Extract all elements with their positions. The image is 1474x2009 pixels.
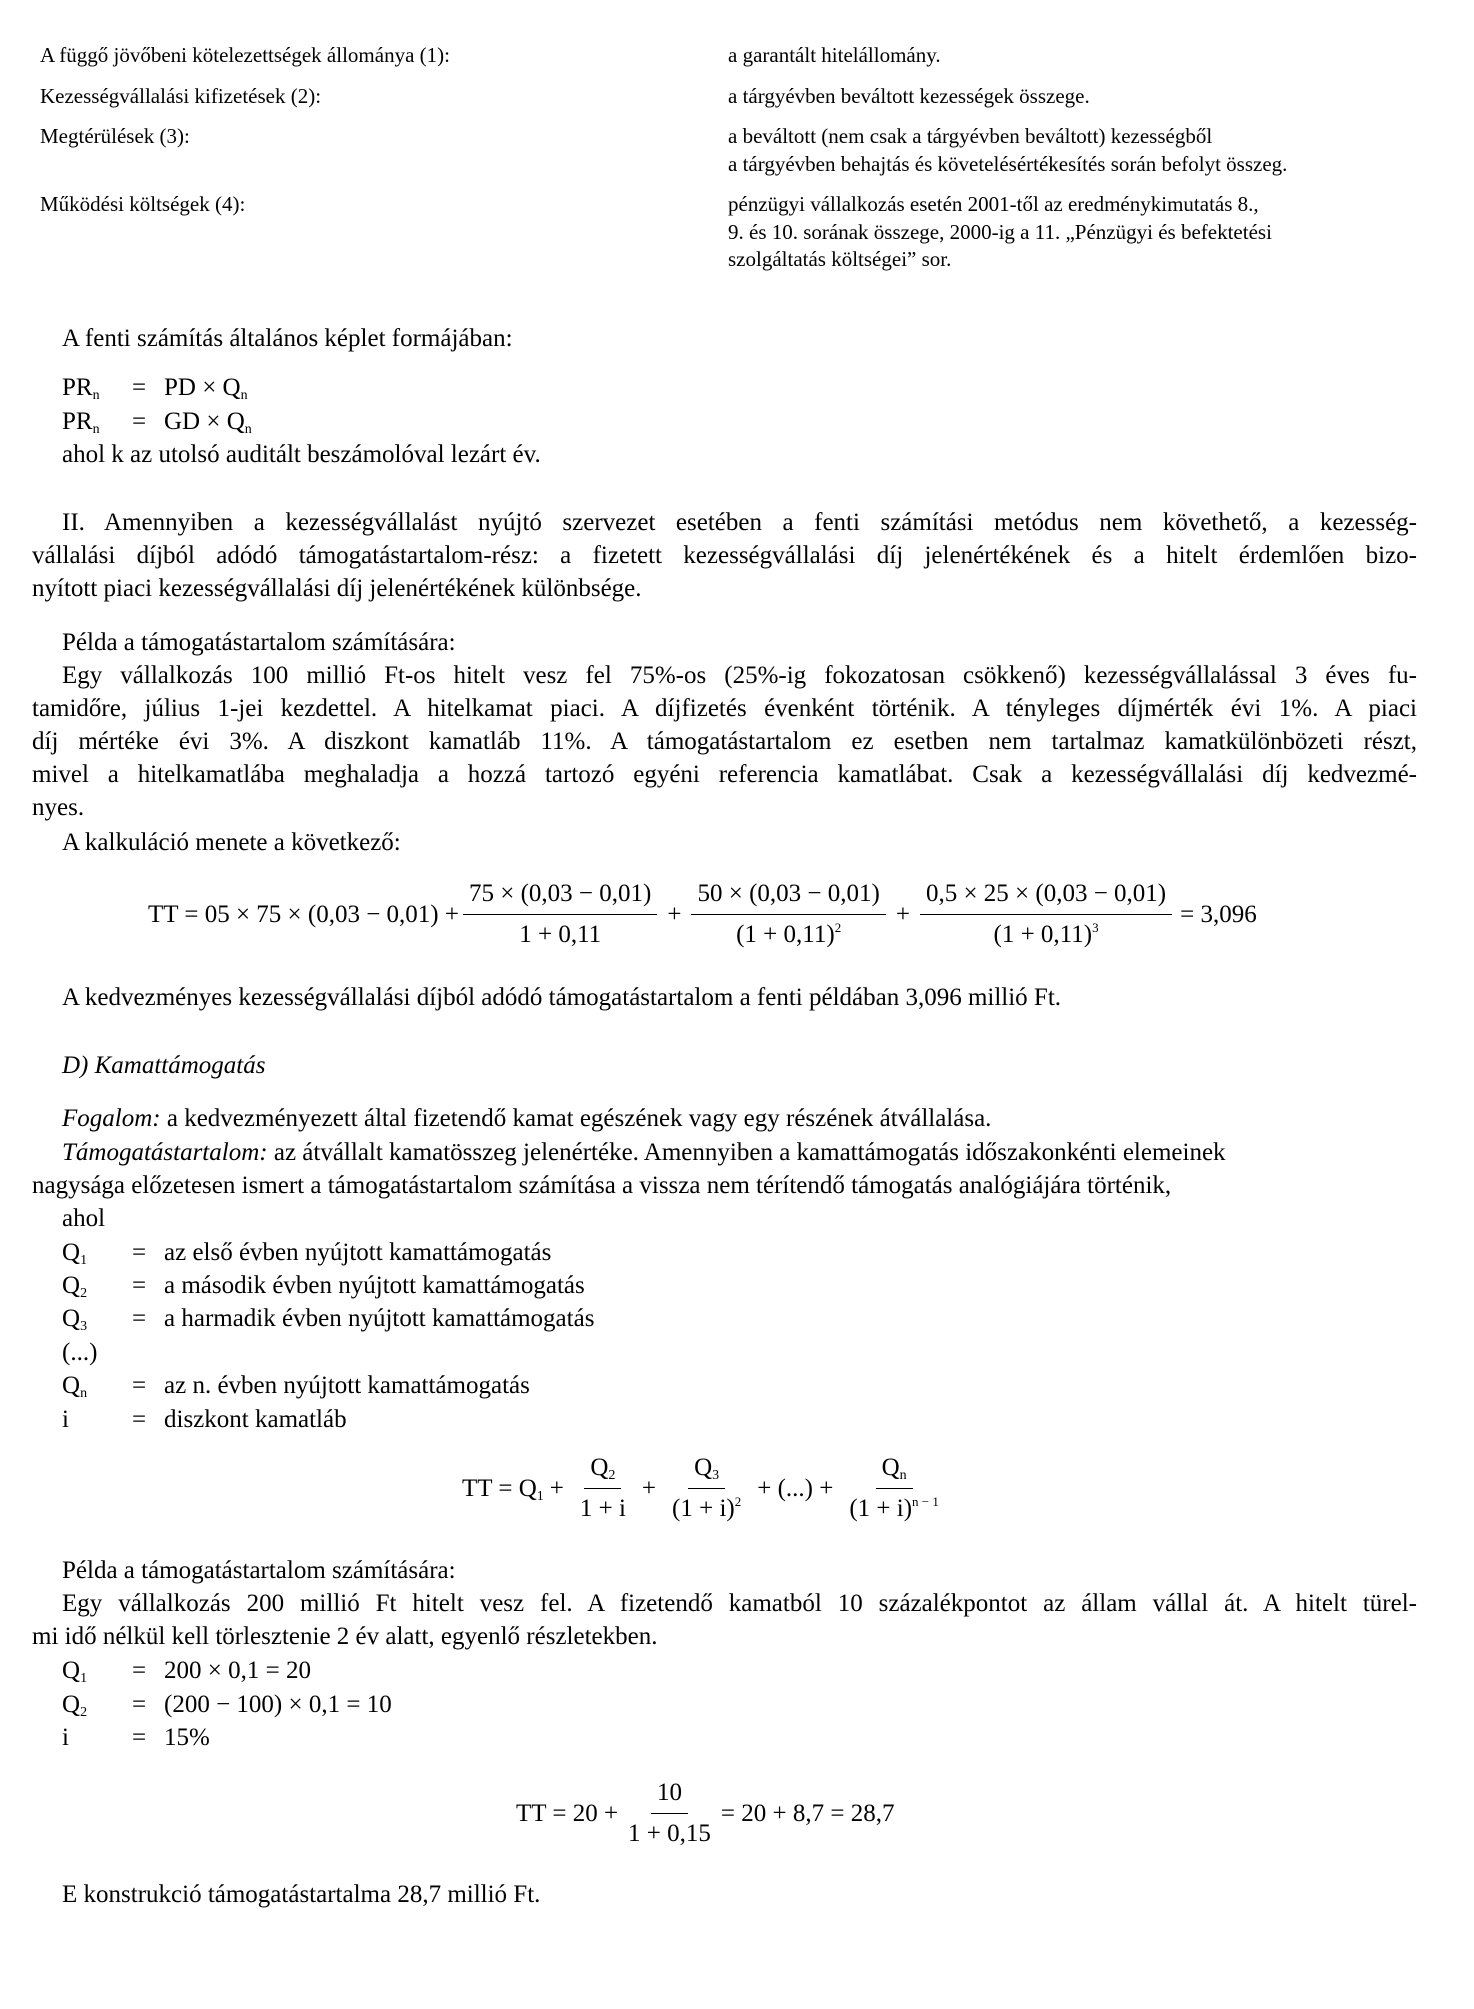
example-1-title: Példa a támogatástartalom számítására:: [62, 629, 456, 656]
symbol: i: [62, 1406, 69, 1433]
paragraph-line: Egy vállalkozás 200 millió Ft hitelt vesz fel. A fizetendő kamatból 10 százalékpontot az állam vállal át. A hitelt türel-: [62, 1590, 1417, 1617]
definition-term: Megtérülések (3):: [40, 124, 190, 148]
fraction: [574, 1452, 632, 1525]
symbol-letter: Q: [62, 1272, 81, 1299]
definition-row: [40, 123, 1440, 178]
formula-rhs: GD × Q: [164, 408, 245, 435]
definition-line: pénzügyi vállalkozás esetén 2001-től az eredménykimutatás 8.,: [728, 192, 1259, 216]
symbol-letter: Q: [62, 1239, 81, 1266]
definition-description: [728, 123, 1388, 178]
definition-line: a tárgyévben behajtás és követelésértékesítés során befolyt összeg.: [728, 151, 1288, 176]
fraction: [622, 1777, 717, 1850]
formula-rhs-gd: [164, 405, 252, 438]
definition-row: [40, 191, 1440, 274]
symbol-equals: =: [132, 1305, 147, 1332]
formula-result: = 20 + 8,7 = 28,7: [720, 1799, 895, 1827]
symbol-equals: =: [132, 1272, 147, 1299]
definition-description: [728, 83, 1388, 111]
fraction: [843, 1452, 945, 1525]
symbol-subscript: n: [80, 1386, 88, 1401]
formula-subscript: n: [92, 422, 100, 437]
formula-lhs: TT = 20 +: [516, 1799, 619, 1827]
paragraph-line: vállalási díjból adódó támogatástartalom-rész: a fizetett kezességvállalási díj jelenértékének és a hitelt érdemlően bizo-: [32, 542, 1417, 569]
formula-equals: =: [132, 374, 147, 401]
formula-lhs: PR: [62, 374, 93, 401]
value-expression: 15%: [164, 1724, 210, 1751]
exponent: 2: [734, 1494, 742, 1509]
symbol: [62, 1269, 87, 1302]
value-symbol: [62, 1688, 87, 1721]
interest-subsidy-formula: [462, 1452, 949, 1525]
symbol-definition: diszkont kamatláb: [164, 1406, 347, 1433]
symbol-subscript: 2: [80, 1286, 88, 1301]
symbol: [62, 1369, 87, 1402]
denominator-base: (1 + i): [672, 1495, 735, 1522]
tamogatastartalom-label: Támogatástartalom:: [62, 1139, 268, 1166]
symbol-letter: Q: [62, 1305, 81, 1332]
numerator-subscript: 2: [608, 1468, 616, 1483]
example-1-conclusion: A kedvezményes kezességvállalási díjból adódó támogatástartalom a fenti példában 3,096 millió Ft.: [62, 984, 1062, 1011]
example-2-title: Példa a támogatástartalom számítására:: [62, 1557, 456, 1584]
section-d-heading: D) Kamattámogatás: [62, 1052, 266, 1079]
value-symbol: [62, 1654, 87, 1687]
ahol-label: ahol: [62, 1205, 106, 1232]
plus-operator: +: [641, 1474, 657, 1502]
fraction-numerator: [876, 1452, 913, 1489]
fraction-denominator: 1 + i: [579, 1495, 626, 1522]
paragraph-line: mi idő nélkül kell törlesztenie 2 év alatt, egyenlő részletekben.: [32, 1623, 658, 1650]
paragraph-line: Egy vállalkozás 100 millió Ft-os hitelt vesz fel 75%-os (25%-ig fokozatosan csökkenő) kezességvállalással 3 éves fu-: [62, 662, 1417, 689]
example-2-conclusion: E konstrukció támogatástartalma 28,7 millió Ft.: [62, 1881, 541, 1908]
symbol-subscript: 1: [80, 1253, 88, 1268]
definition-description: [728, 191, 1388, 274]
example-1-paragraph: [32, 659, 1417, 824]
exponent: 3: [1092, 920, 1099, 935]
definition-term: Működési költségek (4):: [40, 192, 246, 216]
fraction: [920, 878, 1172, 951]
exponent: n − 1: [912, 1494, 939, 1509]
denominator-base: (1 + 0,11): [736, 921, 835, 948]
formula-subscript: 1: [536, 1488, 544, 1504]
example-2-formula: [516, 1777, 894, 1850]
fraction: [691, 878, 885, 951]
denominator-base: (1 + i): [849, 1495, 913, 1522]
paragraph-line: II. Amennyiben a kezességvállalást nyújtó szervezet esetében a fenti számítási metódus nem követhető, a kezesség-: [62, 509, 1417, 536]
calculation-intro: A kalkuláció menete a következő:: [62, 829, 401, 856]
fogalom-label: Fogalom:: [62, 1105, 161, 1132]
definition-term: Kezességvállalási kifizetések (2):: [40, 83, 322, 108]
formula-line-gd: [62, 405, 100, 438]
value-equals: =: [132, 1657, 147, 1684]
guarantee-fee-formula: [148, 878, 1257, 951]
symbol-definition: a második évben nyújtott kamattámogatás: [164, 1272, 585, 1299]
tamogatastartalom-line-2: nagysága előzetesen ismert a támogatástartalom számítása a vissza nem térítendő támogatás analógiájára történik,: [32, 1172, 1172, 1199]
formula-lhs: TT = 05 × 75 × (0,03 − 0,01) +: [148, 900, 459, 928]
numerator-symbol: Q: [881, 1454, 900, 1481]
fraction-denominator: 1 + 0,15: [628, 1820, 711, 1847]
symbol-definition: a harmadik évben nyújtott kamattámogatás: [164, 1305, 595, 1332]
fraction-numerator: 75 × (0,03 − 0,01): [463, 878, 657, 915]
fraction-denominator: [988, 915, 1105, 951]
formula-subscript: n: [92, 388, 100, 403]
paragraph-line: nyított piaci kezességvállalási díj jelenértékének különbsége.: [32, 575, 642, 602]
symbol-letter: Q: [62, 1691, 81, 1718]
numerator-symbol: Q: [694, 1454, 713, 1481]
value-expression: (200 − 100) × 0,1 = 10: [164, 1691, 392, 1718]
fraction: [666, 1452, 747, 1525]
definition-row: [40, 83, 1440, 111]
fraction-denominator: 1 + 0,11: [519, 921, 602, 948]
plus-operator: +: [549, 1474, 564, 1502]
tamogatastartalom-text: az átvállalt kamatösszeg jelenértéke. Amennyiben a kamattámogatás időszakonkénti elemeinek: [267, 1139, 1226, 1166]
symbol: [62, 1302, 87, 1335]
symbol-definition: az első évben nyújtott kamattámogatás: [164, 1239, 552, 1266]
definition-term: A függő jövőbeni kötelezettségek állománya (1):: [40, 43, 450, 67]
plus-operator: +: [895, 900, 910, 928]
ellipsis-term: + (...) +: [757, 1474, 834, 1502]
definition-line: szolgáltatás költségei” sor.: [728, 247, 952, 271]
fraction-numerator: [688, 1452, 725, 1489]
symbol-subscript: 2: [80, 1705, 88, 1720]
value-expression: 200 × 0,1 = 20: [164, 1657, 311, 1684]
formula-lhs: PR: [62, 408, 93, 435]
plus-operator: +: [667, 900, 682, 928]
paragraph-line: díj mértéke évi 3%. A diszkont kamatláb 11%. A támogatástartalom ez esetben nem tartalmaz kamatkülönbözeti részt,: [32, 728, 1417, 755]
definition-line: a tárgyévben beváltott kezességek összege.: [728, 83, 1090, 108]
symbol-definition: az n. évben nyújtott kamattámogatás: [164, 1372, 530, 1399]
formula-subscript: n: [240, 388, 248, 403]
fraction-numerator: 0,5 × 25 × (0,03 − 0,01): [920, 878, 1172, 915]
numerator-symbol: Q: [590, 1454, 609, 1481]
formula-equals: =: [132, 408, 147, 435]
value-equals: =: [132, 1691, 147, 1718]
tamogatastartalom-line: [62, 1136, 1226, 1169]
formula-result: = 3,096: [1180, 900, 1257, 928]
value-symbol: i: [62, 1724, 69, 1751]
definition-line: a garantált hitelállomány.: [728, 43, 941, 67]
value-equals: =: [132, 1724, 147, 1751]
symbol-equals: =: [132, 1372, 147, 1399]
fogalom-text: a kedvezményezett által fizetendő kamat egészének vagy egy részének átvállalása.: [160, 1105, 992, 1132]
symbol: [62, 1236, 87, 1269]
symbol-ellipsis: (...): [62, 1339, 98, 1366]
formula-subscript: n: [244, 422, 252, 437]
denominator-base: (1 + 0,11): [993, 921, 1093, 948]
example-2-paragraph: [32, 1587, 1417, 1653]
formula-lhs: [462, 1473, 544, 1505]
fraction-denominator: [730, 915, 847, 951]
symbol-equals: =: [132, 1406, 147, 1433]
definition-description: [728, 42, 1388, 70]
symbol-equals: =: [132, 1239, 147, 1266]
formula-line-pd: [62, 371, 100, 404]
symbol-subscript: 3: [80, 1319, 88, 1334]
paragraph-line: mivel a hitelkamatlába meghaladja a hozzá tartozó egyéni referencia kamatlábat. Csak a kezességvállalási díj kedvezmé-: [32, 761, 1417, 788]
formula-rhs: PD × Q: [164, 374, 241, 401]
definition-line: a beváltott (nem csak a tárgyévben beváltott) kezességből: [728, 124, 1213, 148]
formula-rhs-pd: [164, 371, 248, 404]
fraction-numerator: 10: [651, 1777, 688, 1814]
definition-row: [40, 42, 1440, 70]
fraction-numerator: 50 × (0,03 − 0,01): [691, 878, 885, 915]
fraction-numerator: [584, 1452, 621, 1489]
fraction-denominator: [843, 1489, 945, 1525]
definitions-table: [40, 42, 1440, 287]
section-ii-paragraph: [32, 506, 1417, 605]
symbol-subscript: 1: [80, 1671, 88, 1686]
formula-lhs-text: TT = Q: [462, 1474, 537, 1502]
general-formula-intro: A fenti számítás általános képlet formájában:: [62, 325, 513, 352]
symbol-letter: Q: [62, 1657, 81, 1684]
fogalom-line: [62, 1102, 991, 1135]
general-formula-note: ahol k az utolsó auditált beszámolóval lezárt év.: [62, 441, 541, 468]
symbol-letter: Q: [62, 1372, 81, 1399]
fraction: [463, 878, 657, 951]
definition-line: 9. és 10. sorának összege, 2000-ig a 11. „Pénzügyi és befektetési: [728, 219, 1272, 244]
numerator-subscript: 3: [712, 1468, 720, 1483]
fraction-denominator: [666, 1489, 747, 1525]
exponent: 2: [834, 920, 842, 935]
paragraph-line: nyes.: [32, 794, 85, 821]
numerator-subscript: n: [899, 1468, 907, 1483]
paragraph-line: tamidőre, július 1-jei kezdettel. A hitelkamat piaci. A díjfizetés évenként történik. A tényleges díjmérték évi 1%. A piaci: [32, 695, 1417, 722]
